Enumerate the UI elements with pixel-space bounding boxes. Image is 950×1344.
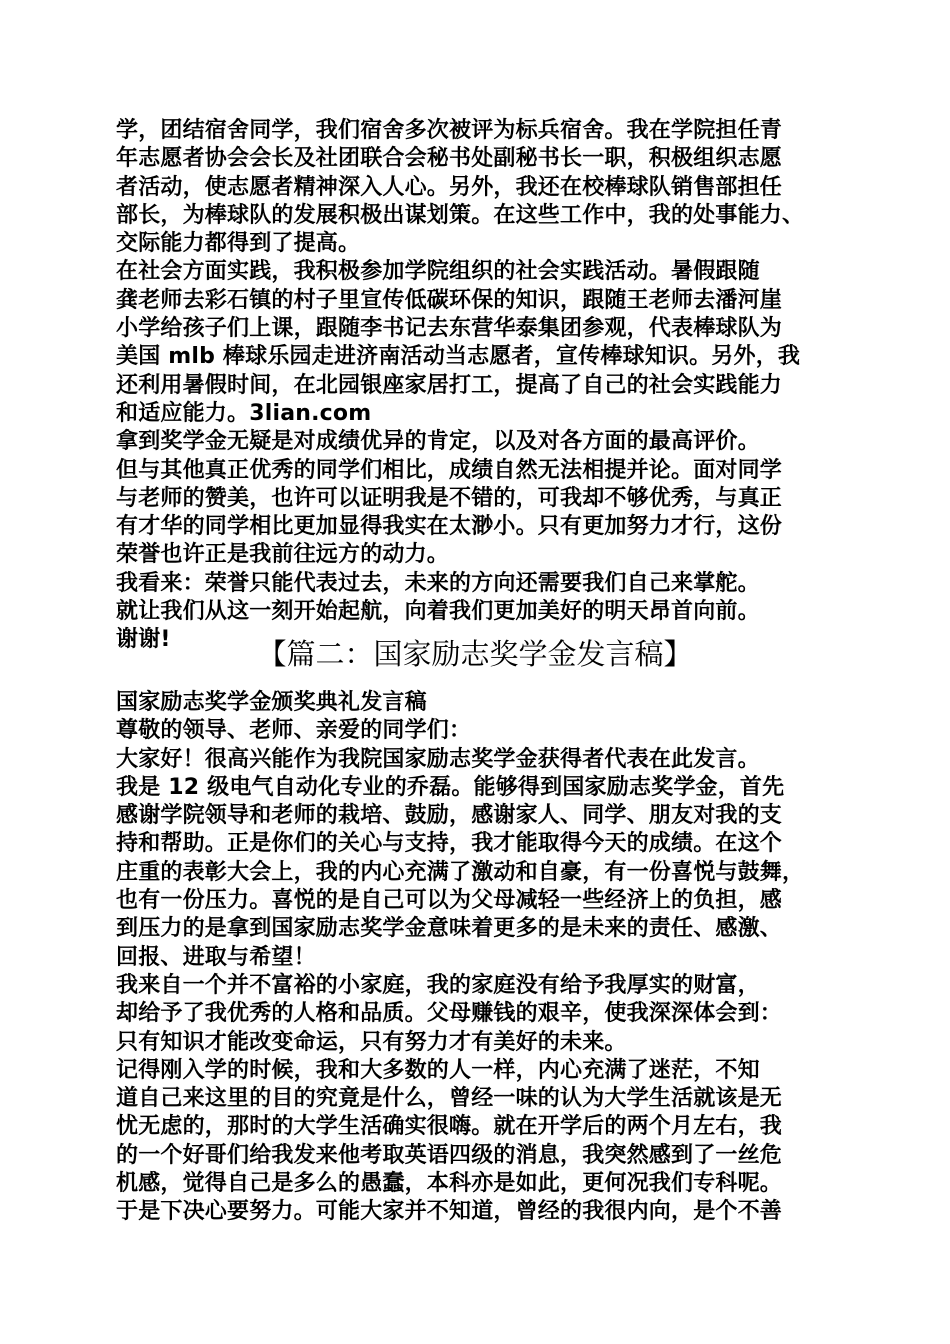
text-line: 交际能力都得到了提高。 <box>116 231 361 257</box>
text-line: 的一个好哥们给我发来他考取英语四级的消息，我突然感到了一丝危 <box>116 1142 783 1168</box>
text-line: 持和帮助。正是你们的关心与支持，我才能取得今天的成绩。在这个 <box>116 831 783 857</box>
text-line: 只有知识才能改变命运，只有努力才有美好的未来。 <box>116 1029 627 1055</box>
text-line: 却给予了我优秀的人格和品质。父母赚钱的艰辛，使我深深体会到： <box>116 1001 783 1027</box>
text-line: 还利用暑假时间，在北园银座家居打工，提高了自己的社会实践能力 <box>116 372 783 398</box>
text-line: 与老师的赞美，也许可以证明我是不错的，可我却不够优秀，与真正 <box>116 485 783 511</box>
text-line: 道自己来这里的目的究竟是什么，曾经一味的认为大学生活就该是无 <box>116 1086 783 1112</box>
text-line: 美国 mlb 棒球乐园走进济南活动当志愿者，宣传棒球知识。另外，我 <box>116 344 801 370</box>
text-line: 国家励志奖学金颁奖典礼发言稿 <box>116 690 427 715</box>
text-line: 部长，为棒球队的发展积极出谋划策。在这些工作中，我的处事能力、 <box>116 202 805 228</box>
text-line: 回报、进取与希望！ <box>116 944 316 970</box>
text-line: 就让我们从这一刻开始起航，向着我们更加美好的明天昂首向前。 <box>116 599 760 625</box>
text-line: 谢谢! <box>116 627 171 653</box>
text-line: 机感，觉得自己是多么的愚蠢，本科亦是如此，更何况我们专科呢。 <box>116 1171 783 1197</box>
section-title: 【篇二：国家励志奖学金发言稿】 <box>257 637 693 671</box>
text-line: 我来自一个并不富裕的小家庭，我的家庭没有给予我厚实的财富， <box>116 972 760 998</box>
text-line: 我是 12 级电气自动化专业的乔磊。能够得到国家励志奖学金，首先 <box>116 774 785 800</box>
text-line: 庄重的表彰大会上，我的内心充满了激动和自豪，有一份喜悦与鼓舞， <box>116 859 805 885</box>
text-line: 学，团结宿舍同学，我们宿舍多次被评为标兵宿舍。我在学院担任青 <box>116 118 783 143</box>
text-line: 到压力的是拿到国家励志奖学金意味着更多的是未来的责任、感激、 <box>116 916 783 942</box>
text-line: 者活动，使志愿者精神深入人心。另外，我还在校棒球队销售部担任 <box>116 174 783 200</box>
text-line: 荣誉也许正是我前往远方的动力。 <box>116 542 450 568</box>
text-line: 有才华的同学相比更加显得我实在太渺小。只有更加努力才行，这份 <box>116 514 783 540</box>
text-line: 于是下决心要努力。可能大家并不知道，曾经的我很内向，是个不善 <box>116 1199 783 1225</box>
text-line: 拿到奖学金无疑是对成绩优异的肯定，以及对各方面的最高评价。 <box>116 429 760 455</box>
body-text-part2 <box>116 689 846 1227</box>
text-line: 小学给孩子们上课，跟随李书记去东营华泰集团参观，代表棒球队为 <box>116 316 783 342</box>
text-line: 年志愿者协会会长及社团联合会秘书处副秘书长一职，积极组织志愿 <box>116 146 783 172</box>
text-line: 我看来：荣誉只能代表过去，未来的方向还需要我们自己来掌舵。 <box>116 570 760 596</box>
text-line: 龚老师去彩石镇的村子里宣传低碳环保的知识，跟随王老师去潘河崖 <box>116 287 783 313</box>
text-line: 大家好！很高兴能作为我院国家励志奖学金获得者代表在此发言。 <box>116 746 760 772</box>
text-line: 但与其他真正优秀的同学们相比，成绩自然无法相提并论。面对同学 <box>116 457 783 483</box>
text-line: 忧无虑的，那时的大学生活确实很嗨。就在开学后的两个月左右，我 <box>116 1114 783 1140</box>
text-line: 也有一份压力。喜悦的是自己可以为父母减轻一些经济上的负担，感 <box>116 888 783 914</box>
text-line: 感谢学院领导和老师的栽培、鼓励，感谢家人、同学、朋友对我的支 <box>116 803 783 829</box>
text-line: 和适应能力。3lian.com <box>116 400 372 426</box>
text-line: 在社会方面实践，我积极参加学院组织的社会实践活动。暑假跟随 <box>116 259 760 285</box>
body-text-part1 <box>116 117 846 655</box>
text-line: 记得刚入学的时候，我和大多数的人一样，内心充满了迷茫，不知 <box>116 1057 760 1083</box>
text-line: 尊敬的领导、老师、亲爱的同学们： <box>116 718 472 744</box>
